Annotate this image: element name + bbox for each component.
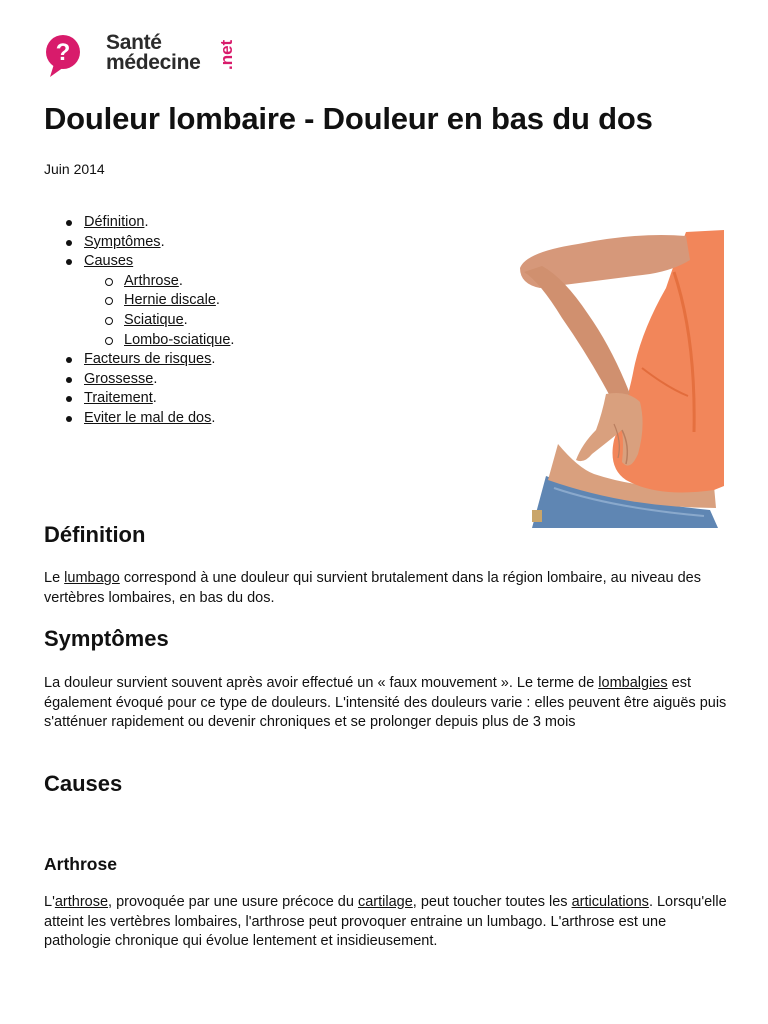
toc-link-lombo-sciatique[interactable]: Lombo-sciatique <box>124 331 231 348</box>
logo-text-medecine: médecine <box>106 51 201 74</box>
toc-subitem: Lombo-sciatique. <box>84 331 234 351</box>
toc-item: Définition. <box>44 213 234 233</box>
question-mark-logo-icon <box>44 34 82 78</box>
section-heading-definition: Définition <box>44 522 146 547</box>
toc-subitem: Sciatique. <box>84 311 234 331</box>
symptomes-paragraph: La douleur survient souvent après avoir effectué un « faux mouvement ». Le terme de lombalgies est également évoqué pour ce type de douleurs. L'intensité des douleurs varie : elles peuvent être aiguës puis s'atténuer rapidement ou devenir chroniques et se prolonger depuis plus de 3 mois <box>44 675 727 731</box>
toc-link-causes[interactable]: Causes <box>84 253 134 270</box>
toc-item: Traitement. <box>44 389 234 409</box>
logo-text-net: .net <box>217 39 236 70</box>
subsection-heading-arthrose: Arthrose <box>44 854 117 874</box>
arthrose-paragraph: L'arthrose, provoquée par une usure précoce du cartilage, peut toucher toutes les articulations. Lorsqu'elle atteint les vertèbres lombaires, l'arthrose peut provoquer entraine un lumbago. L'arthrose est une pathologie chronique qui évolue lentement et insidieusement. <box>44 894 727 950</box>
toc-link-grossesse[interactable]: Grossesse <box>84 370 154 387</box>
toc-link-symptomes[interactable]: Symptômes <box>84 233 161 250</box>
toc-sublist <box>84 272 234 350</box>
logo-text-sante: Santé <box>106 31 162 54</box>
toc-link-eviter-le-mal-de-dos[interactable]: Eviter le mal de dos <box>84 409 212 426</box>
link-arthrose[interactable]: arthrose <box>54 894 109 910</box>
section-heading-symptomes: Symptômes <box>44 626 169 651</box>
toc-item: Facteurs de risques. <box>44 350 234 370</box>
link-lombalgies[interactable]: lombalgies <box>598 675 668 691</box>
toc-link-hernie-discale[interactable]: Hernie discale <box>124 292 216 309</box>
section-heading-causes: Causes <box>44 771 123 796</box>
page-title: Douleur lombaire - Douleur en bas du dos <box>44 101 653 136</box>
link-lumbago[interactable]: lumbago <box>64 570 120 586</box>
table-of-contents <box>44 213 234 429</box>
toc-subitem: Arthrose. <box>84 272 234 292</box>
svg-text:?: ? <box>55 39 71 66</box>
toc-link-traitement[interactable]: Traitement <box>84 390 153 407</box>
toc-item: Eviter le mal de dos. <box>44 409 234 429</box>
toc-link-sciatique[interactable]: Sciatique <box>124 311 184 328</box>
toc-item: Grossesse. <box>44 370 234 390</box>
toc-link-definition[interactable]: Définition <box>84 214 145 230</box>
toc-subitem: Hernie discale. <box>84 291 234 311</box>
link-cartilage[interactable]: cartilage <box>357 894 413 910</box>
site-logo[interactable] <box>44 31 236 80</box>
lower-back-pain-photo <box>518 218 724 528</box>
link-articulations[interactable]: articulations <box>571 894 649 910</box>
definition-paragraph: Le lumbago correspond à une douleur qui survient brutalement dans la région lombaire, au niveau des vertèbres lombaires, en bas du dos. <box>44 570 701 606</box>
publication-date: Juin 2014 <box>44 161 105 177</box>
toc-item <box>44 252 234 350</box>
toc-link-facteurs-de-risques[interactable]: Facteurs de risques <box>84 351 212 368</box>
toc-link-arthrose[interactable]: Arthrose <box>124 272 179 289</box>
toc-item: Symptômes. <box>44 233 234 253</box>
